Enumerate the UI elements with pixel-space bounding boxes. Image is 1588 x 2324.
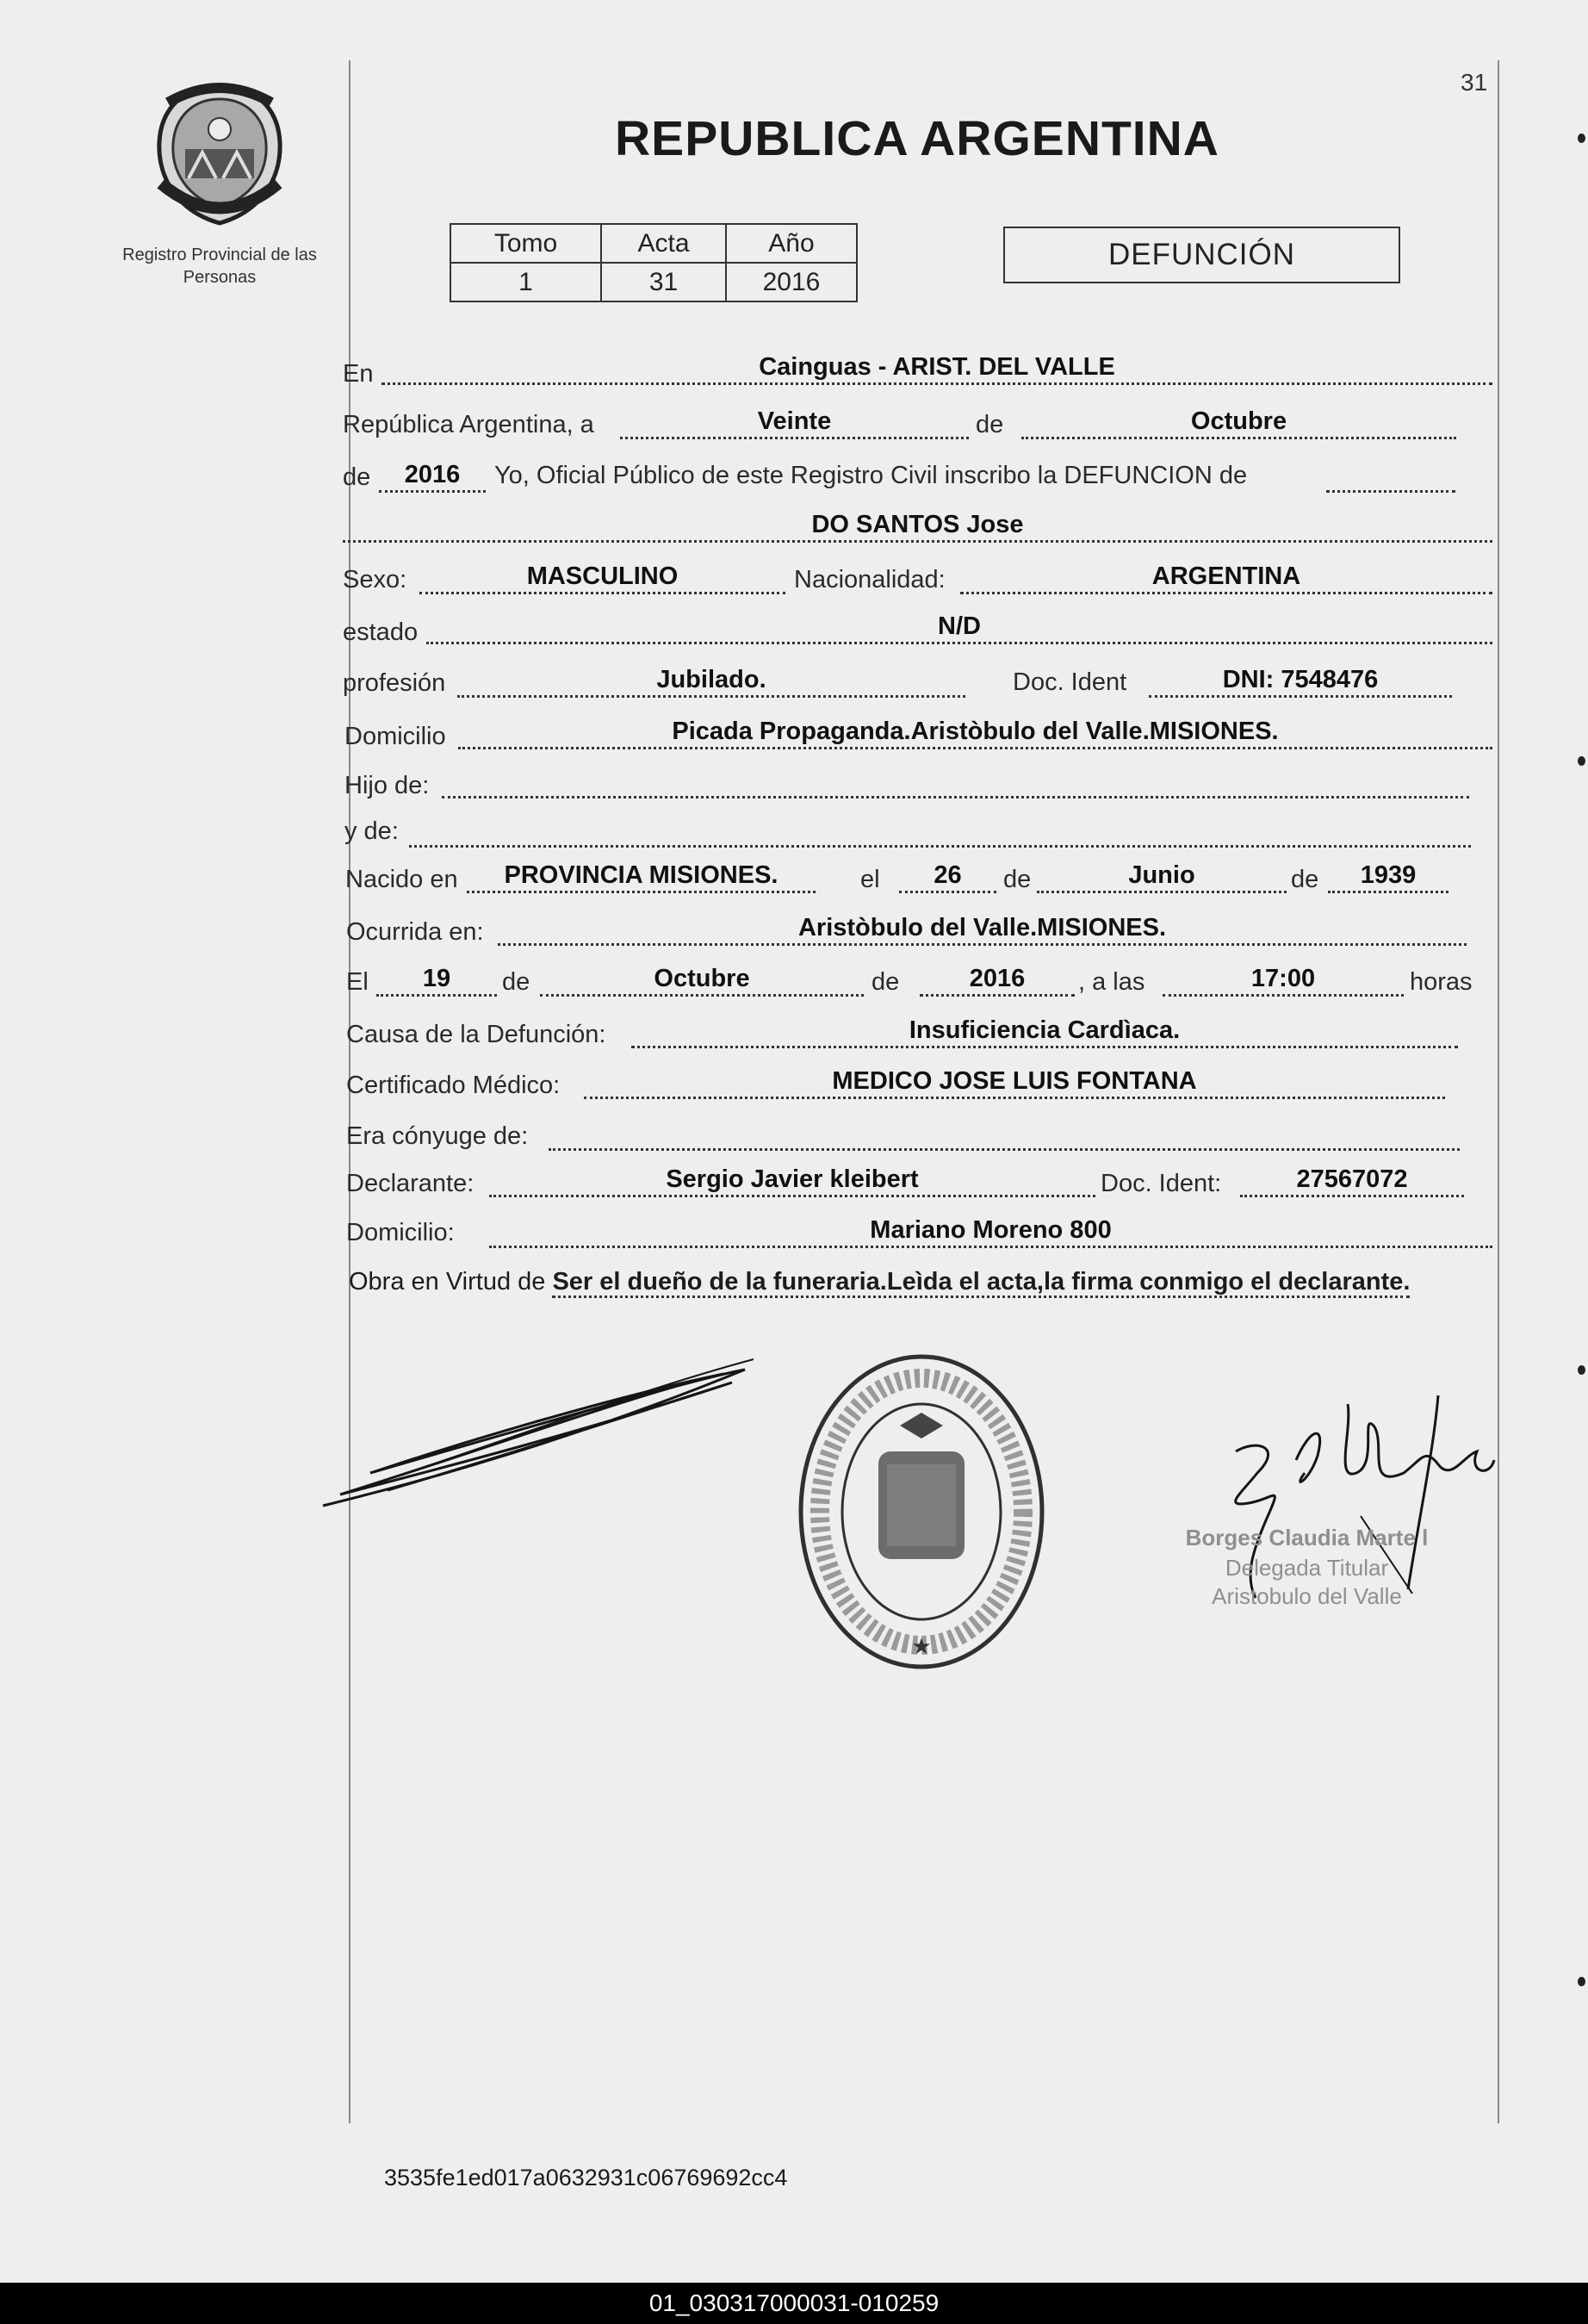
field-hora: 17:00 <box>1163 963 1404 997</box>
stamp-role: Delegada Titular <box>1225 1555 1389 1581</box>
field-causa: Insuficiencia Cardìaca. <box>631 1015 1458 1048</box>
label-de-nac: de <box>1003 866 1032 893</box>
stamp-name: Borges Claudia Marte l <box>1185 1525 1429 1550</box>
label-el: el <box>860 866 880 893</box>
field-nac-anio: 1939 <box>1328 860 1448 893</box>
provincial-emblem-icon <box>151 82 288 228</box>
field-nacido-en: PROVINCIA MISIONES. <box>467 860 816 893</box>
tomo-header: Tomo <box>450 224 601 263</box>
official-seal-icon <box>797 1352 1046 1671</box>
label-de-nac2: de <box>1291 866 1319 893</box>
field-domicilio: Picada Propaganda.Aristòbulo del Valle.MISIONES. <box>458 716 1492 749</box>
field-anio: 2016 <box>379 459 486 493</box>
label-estado: estado <box>343 618 419 646</box>
field-y-de <box>409 814 1471 848</box>
field-def-anio: 2016 <box>920 963 1075 997</box>
field-estado: N/D <box>426 611 1492 644</box>
field-declarante: Sergio Javier kleibert <box>489 1164 1095 1197</box>
label-horas: horas <box>1410 968 1473 996</box>
field-nombre: DO SANTOS Jose <box>343 509 1492 543</box>
label-a-las: , a las <box>1078 968 1145 996</box>
field-certificado: MEDICO JOSE LUIS FONTANA <box>584 1066 1445 1099</box>
label-sexo: Sexo: <box>343 566 407 593</box>
label-domicilio2: Domicilio: <box>346 1219 455 1246</box>
field-conyuge <box>549 1117 1460 1151</box>
field-nac-dia: 26 <box>899 860 996 893</box>
right-margin-line <box>1498 60 1499 2123</box>
field-declarante-doc: 27567072 <box>1240 1164 1464 1197</box>
field-ocurrida-en: Aristòbulo del Valle.MISIONES. <box>498 912 1467 946</box>
declarant-signature <box>319 1344 758 1516</box>
document-hash: 3535fe1ed017a0632931c06769692cc4 <box>384 2165 788 2190</box>
label-causa: Causa de la Defunción: <box>346 1021 606 1048</box>
field-profesion: Jubilado. <box>457 664 965 698</box>
punch-dot <box>1578 756 1585 766</box>
label-el-cap: El <box>346 968 369 996</box>
stamp-place: Aristobulo del Valle <box>1212 1583 1402 1609</box>
obra-en-virtud <box>349 1265 1490 1299</box>
field-declarante-domicilio: Mariano Moreno 800 <box>489 1215 1492 1248</box>
field-nac-mes: Junio <box>1037 860 1287 893</box>
label-declarante: Declarante: <box>346 1170 475 1197</box>
page-number: 31 <box>1461 69 1488 96</box>
punch-dot <box>1578 134 1585 143</box>
label-conyuge: Era cónyuge de: <box>346 1122 529 1150</box>
label-profesion: profesión <box>343 669 446 697</box>
label-doc-ident2: Doc. Ident: <box>1101 1170 1222 1197</box>
label-obra: Obra en Virtud de <box>349 1268 546 1296</box>
field-hijo-de <box>442 765 1469 798</box>
label-ocurrida-en: Ocurrida en: <box>346 918 484 946</box>
label-nacido-en: Nacido en <box>345 866 458 893</box>
label-de-start: de <box>343 463 371 491</box>
field-sexo: MASCULINO <box>419 561 785 594</box>
field-lugar: Cainguas - ARIST. DEL VALLE <box>381 351 1492 385</box>
anio-header: Año <box>726 224 857 263</box>
register-table <box>450 223 858 302</box>
svg-text:★: ★ <box>911 1634 932 1660</box>
document-type-box: DEFUNCIÓN <box>1003 227 1400 283</box>
label-de-def: de <box>502 968 530 996</box>
field-doc: DNI: 7548476 <box>1149 664 1452 698</box>
field-yo-continuation <box>1326 459 1455 493</box>
main-title: REPUBLICA ARGENTINA <box>615 111 1219 166</box>
label-domicilio: Domicilio <box>344 723 446 750</box>
label-de: de <box>976 411 1004 438</box>
label-republica: República Argentina, a <box>343 411 594 438</box>
acta-header: Acta <box>601 224 726 263</box>
field-nacionalidad: ARGENTINA <box>960 561 1492 594</box>
label-y-de: y de: <box>344 817 399 845</box>
punch-dot <box>1578 1365 1585 1375</box>
anio-value: 2016 <box>726 263 857 301</box>
acta-value: 31 <box>601 263 726 301</box>
field-obra-virtud: Ser el dueño de la funeraria.Leìda el acta,la firma conmigo el declarante. <box>552 1268 1410 1298</box>
label-doc-ident: Doc. Ident <box>1013 668 1127 696</box>
field-mes: Octubre <box>1021 406 1456 439</box>
label-en: En <box>343 360 374 388</box>
field-dia: Veinte <box>620 406 969 439</box>
field-def-mes: Octubre <box>540 963 864 997</box>
label-yo: Yo, Oficial Público de este Registro Civil inscribo la DEFUNCION de <box>494 462 1248 489</box>
org-name: Registro Provincial de las Personas <box>122 245 317 287</box>
tomo-value: 1 <box>450 263 601 301</box>
punch-dot <box>1578 1977 1585 1986</box>
field-def-dia: 19 <box>376 963 497 997</box>
label-hijo-de: Hijo de: <box>344 772 430 799</box>
label-certificado: Certificado Médico: <box>346 1072 561 1099</box>
label-de-def2: de <box>872 968 900 996</box>
footer-id-bar: 01_030317000031-010259 <box>0 2283 1588 2324</box>
label-nacionalidad: Nacionalidad: <box>794 566 946 593</box>
